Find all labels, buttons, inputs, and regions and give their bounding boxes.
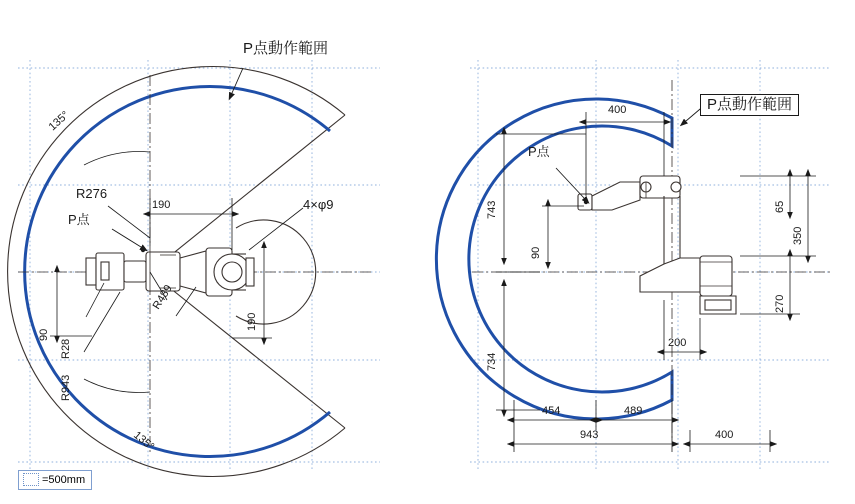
right-dim-734: 734 <box>486 352 498 371</box>
left-view-group <box>8 66 372 476</box>
left-dim-90: 90 <box>38 328 50 341</box>
right-range-title: P点動作範囲 <box>700 94 799 116</box>
left-r489-label: R489 <box>150 282 175 312</box>
right-dim-65: 65 <box>774 200 786 213</box>
left-r276-label: R276 <box>76 186 108 201</box>
right-p-point-label: P点 <box>528 144 550 159</box>
left-angle-bottom-label: 135° <box>131 429 157 454</box>
right-dim-743: 743 <box>486 200 498 219</box>
left-range-title: P点動作範囲 <box>243 40 329 57</box>
left-hole-note: 4×φ9 <box>303 197 334 212</box>
right-dim-350: 350 <box>792 226 804 245</box>
left-r943-label: R943 <box>60 374 72 401</box>
right-view-group <box>436 80 830 452</box>
right-dim-489: 489 <box>624 405 643 417</box>
right-dim-400-bottom: 400 <box>715 429 734 441</box>
left-r28-label: R28 <box>60 338 72 359</box>
right-dim-400-top: 400 <box>608 104 627 116</box>
left-dim-190-top: 190 <box>152 199 171 211</box>
right-dim-90: 90 <box>530 246 542 259</box>
left-angle-top-label: 135° <box>46 109 72 134</box>
right-dim-200: 200 <box>668 337 687 349</box>
right-dim-943: 943 <box>580 429 599 441</box>
grid-legend-label: =500mm <box>42 473 86 486</box>
grid-swatch-icon <box>23 473 39 486</box>
right-dim-454: 454 <box>542 405 561 417</box>
grid-legend <box>18 470 92 490</box>
left-dim-190-right: 190 <box>246 312 258 331</box>
left-p-point-label: P点 <box>68 212 90 227</box>
right-dim-270: 270 <box>774 294 786 313</box>
